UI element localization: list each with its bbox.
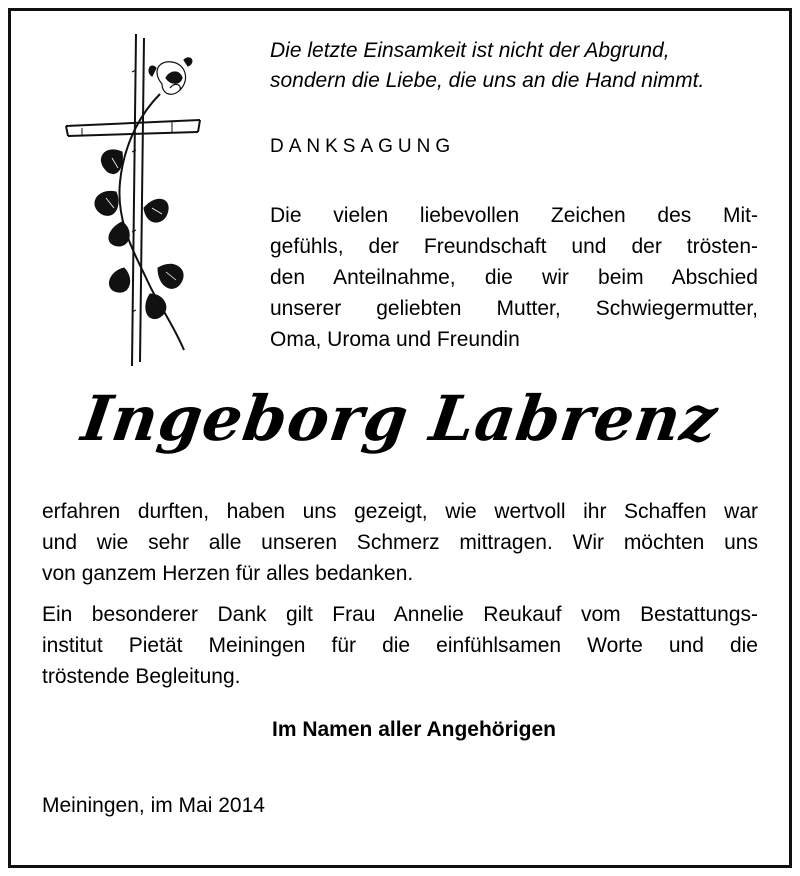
paragraph-line: von ganzem Herzen für alles bedanken. [42,562,414,585]
intro-line: unserer geliebten Mutter, Schwiegermutter, [270,297,758,320]
paragraph-line: und wie sehr alle unseren Schmerz mittragen. Wir möchten uns [42,531,758,554]
special-thanks-paragraph [42,599,758,692]
quote-line: Die letzte Einsamkeit ist nicht der Abgrund, [270,39,670,62]
paragraph-line: institut Pietät Meiningen für die einfühlsamen Worte und die [42,634,758,657]
signoff: Im Namen aller Angehörigen [272,718,556,741]
intro-line: Die vielen liebevollen Zeichen des Mit- [270,204,758,227]
quote-line: sondern die Liebe, die uns an die Hand nimmt. [270,69,705,92]
intro-line: gefühls, der Freundschaft und der trösten- [270,235,758,258]
intro-paragraph [270,200,758,355]
paragraph-line: Ein besonderer Dank gilt Frau Annelie Reukauf vom Bestattungs- [42,603,758,626]
paragraph-line: erfahren durften, haben uns gezeigt, wie wertvoll ihr Schaffen war [42,500,758,523]
place-and-date: Meiningen, im Mai 2014 [42,794,265,817]
intro-line: Oma, Uroma und Freundin [270,328,520,351]
cross-with-rose-icon [62,32,202,368]
paragraph-line: tröstende Begleitung. [42,665,241,688]
memorial-quote [270,36,770,96]
deceased-name: Ingeborg Labrenz [77,382,723,455]
notice-heading: DANKSAGUNG [270,136,456,157]
thanks-paragraph [42,496,758,589]
intro-line: den Anteilnahme, die wir beim Abschied [270,266,758,289]
